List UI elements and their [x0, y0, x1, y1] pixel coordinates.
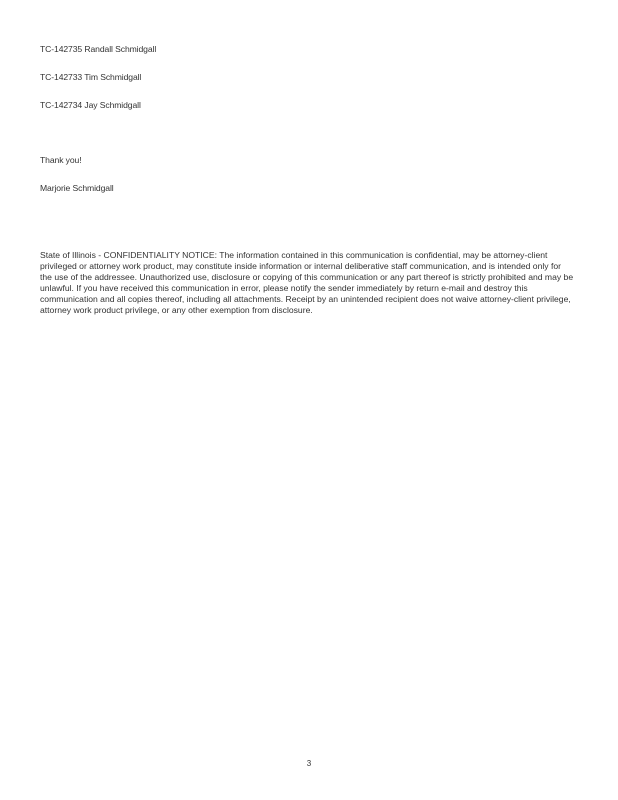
entry-line-2: TC-142733 Tim Schmidgall: [40, 72, 142, 82]
entry-line-3: TC-142734 Jay Schmidgall: [40, 100, 141, 110]
confidentiality-notice: State of Illinois - CONFIDENTIALITY NOTICE: The information contained in this communication is confidential, may be attorney-client privileged or attorney work product, may constitute inside information or internal deliberative staff communication, and is intended only for the use of the addressee. Unauthorized use, disclosure or copying of this communication or any part thereof is strictly prohibited and may be unlawful. If you have received this communication in error, please notify the sender immediately by return e-mail and destroy this communication and all copies thereof, including all attachments. Receipt by an unintended recipient does not waive attorney-client privilege, attorney work product privilege, or any other exemption from disclosure.: [40, 250, 574, 315]
closing-text: Thank you!: [40, 155, 82, 165]
entry-line-1: TC-142735 Randall Schmidgall: [40, 44, 157, 54]
signature-name: Marjorie Schmidgall: [40, 183, 114, 193]
page-number: 3: [306, 759, 312, 768]
